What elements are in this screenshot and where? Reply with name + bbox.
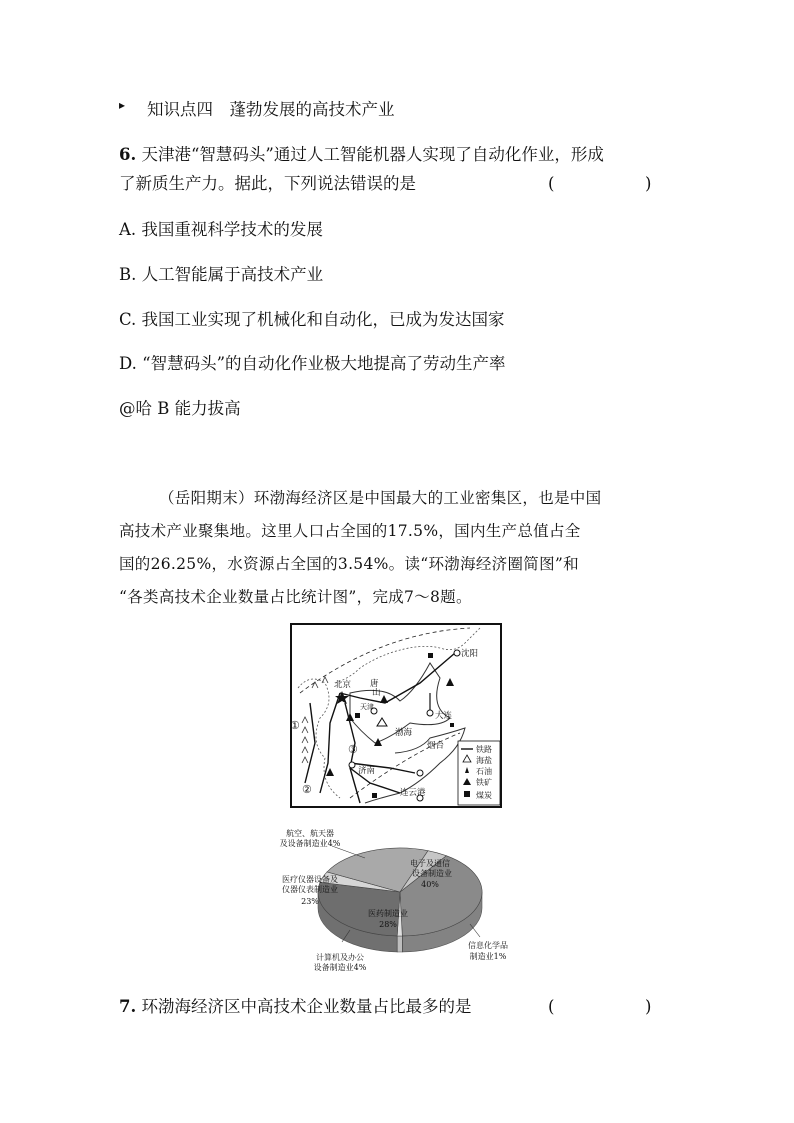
pie-label-electronics-1: 电子及通信: [410, 859, 450, 868]
map-label-tianjin: 天津: [360, 703, 374, 711]
pie-label-pharma-2: 28%: [379, 920, 397, 929]
legend-coal-icon: [464, 791, 470, 797]
q6-stem-line2: [119, 172, 416, 196]
q6-option-d: D. “智慧码头”的自动化作业极大地提高了劳动生产率: [119, 354, 506, 373]
pie-label-electronics-2: 设备制造业: [412, 869, 452, 878]
q6-answer-paren-open: (: [548, 174, 555, 193]
pie-label-infochem-1: 信息化学品: [468, 941, 508, 950]
intro-line4: “各类高技术企业数量占比统计图”，完成7～8题。: [119, 588, 472, 606]
map-marker-3: ③: [348, 743, 358, 756]
map-label-beijing: 北京: [334, 680, 352, 690]
pie-label-computer-2: 设备制造业4%: [313, 963, 367, 972]
industry-share-pie-chart: [270, 822, 530, 972]
intro-line1: （岳阳期末）环渤海经济区是中国最大的工业密集区，也是中国: [159, 489, 602, 507]
pie-label-aerospace-1: 航空、航天器: [286, 829, 334, 838]
q6-stem-text1: 天津港“智慧码头”通过人工智能机器人实现了自动化作业，形成: [136, 145, 604, 164]
level-b-heading: @哈 B 能力拔高: [119, 399, 241, 418]
pie-label-infochem-2: 制造业1%: [469, 952, 507, 961]
pie-label-pharma-1: 医药制造业: [368, 909, 408, 918]
map-label-tangshan-1: 唐: [370, 679, 379, 689]
intro-paragraph: [119, 482, 679, 614]
pie-label-medical-3: 23%: [301, 897, 319, 906]
map-legend: [458, 741, 500, 805]
legend-label-railway: 铁路: [476, 745, 492, 754]
q7-answer-paren-close: ): [645, 997, 652, 1016]
legend-label-oil: 石油: [476, 767, 492, 776]
map-marker-1: ①: [290, 719, 300, 732]
q7-stem-text: 环渤海经济区中高技术企业数量占比最多的是: [136, 997, 472, 1016]
map-label-shenyang: 沈阳: [461, 649, 479, 659]
q6-number: 6.: [119, 145, 137, 164]
map-label-dalian: 大连: [435, 711, 453, 721]
q6-stem-line1: [119, 143, 604, 167]
pie-label-medical-1: 医疗仪器设备及: [282, 875, 338, 884]
map-label-lianyungang: 连云港: [400, 788, 426, 798]
q6-option-b: B. 人工智能属于高技术产业: [119, 265, 324, 284]
map-label-bohai: 渤海: [395, 728, 413, 738]
q6-option-c: C. 我国工业实现了机械化和自动化，已成为发达国家: [119, 310, 505, 329]
pie-label-aerospace-2: 及设备制造业4%: [279, 839, 341, 848]
q7-answer-paren-open: (: [548, 997, 555, 1016]
q7-number: 7.: [119, 997, 137, 1016]
map-marker-2: ②: [302, 783, 312, 796]
pie-label-medical-2: 仪器仪表制造业: [282, 885, 338, 894]
pie-leader-aerospace: [332, 846, 365, 858]
pie-label-electronics-3: 40%: [421, 880, 439, 889]
q6-option-a: A. 我国重视科学技术的发展: [119, 220, 323, 239]
section-marker-icon: ▸: [119, 98, 126, 112]
legend-label-coal: 煤炭: [476, 791, 492, 800]
intro-line2: 高技术产业聚集地。这里人口占全国的17.5%，国内生产总值占全: [119, 522, 581, 540]
q6-stem-text2: 了新质生产力。据此，下列说法错误的是: [119, 174, 416, 193]
pie-side-wall: [397, 936, 402, 952]
bohai-economic-map: [290, 623, 502, 808]
map-label-yantai: 烟台: [427, 741, 445, 751]
map-label-jinan: 济南: [358, 766, 376, 776]
pie-label-computer-1: 计算机及办公: [316, 953, 364, 962]
q6-answer-paren-close: ): [645, 174, 652, 193]
section-title: 知识点四 蓬勃发展的高技术产业: [147, 100, 395, 119]
intro-line3: 国的26.25%，水资源占全国的3.54%。读“环渤海经济圈简图”和: [119, 555, 579, 573]
legend-label-salt: 海盐: [476, 756, 492, 765]
map-label-tangshan-2: 山: [372, 688, 381, 698]
q7-stem-line: [119, 995, 471, 1019]
legend-label-iron: 铁矿: [476, 778, 492, 787]
